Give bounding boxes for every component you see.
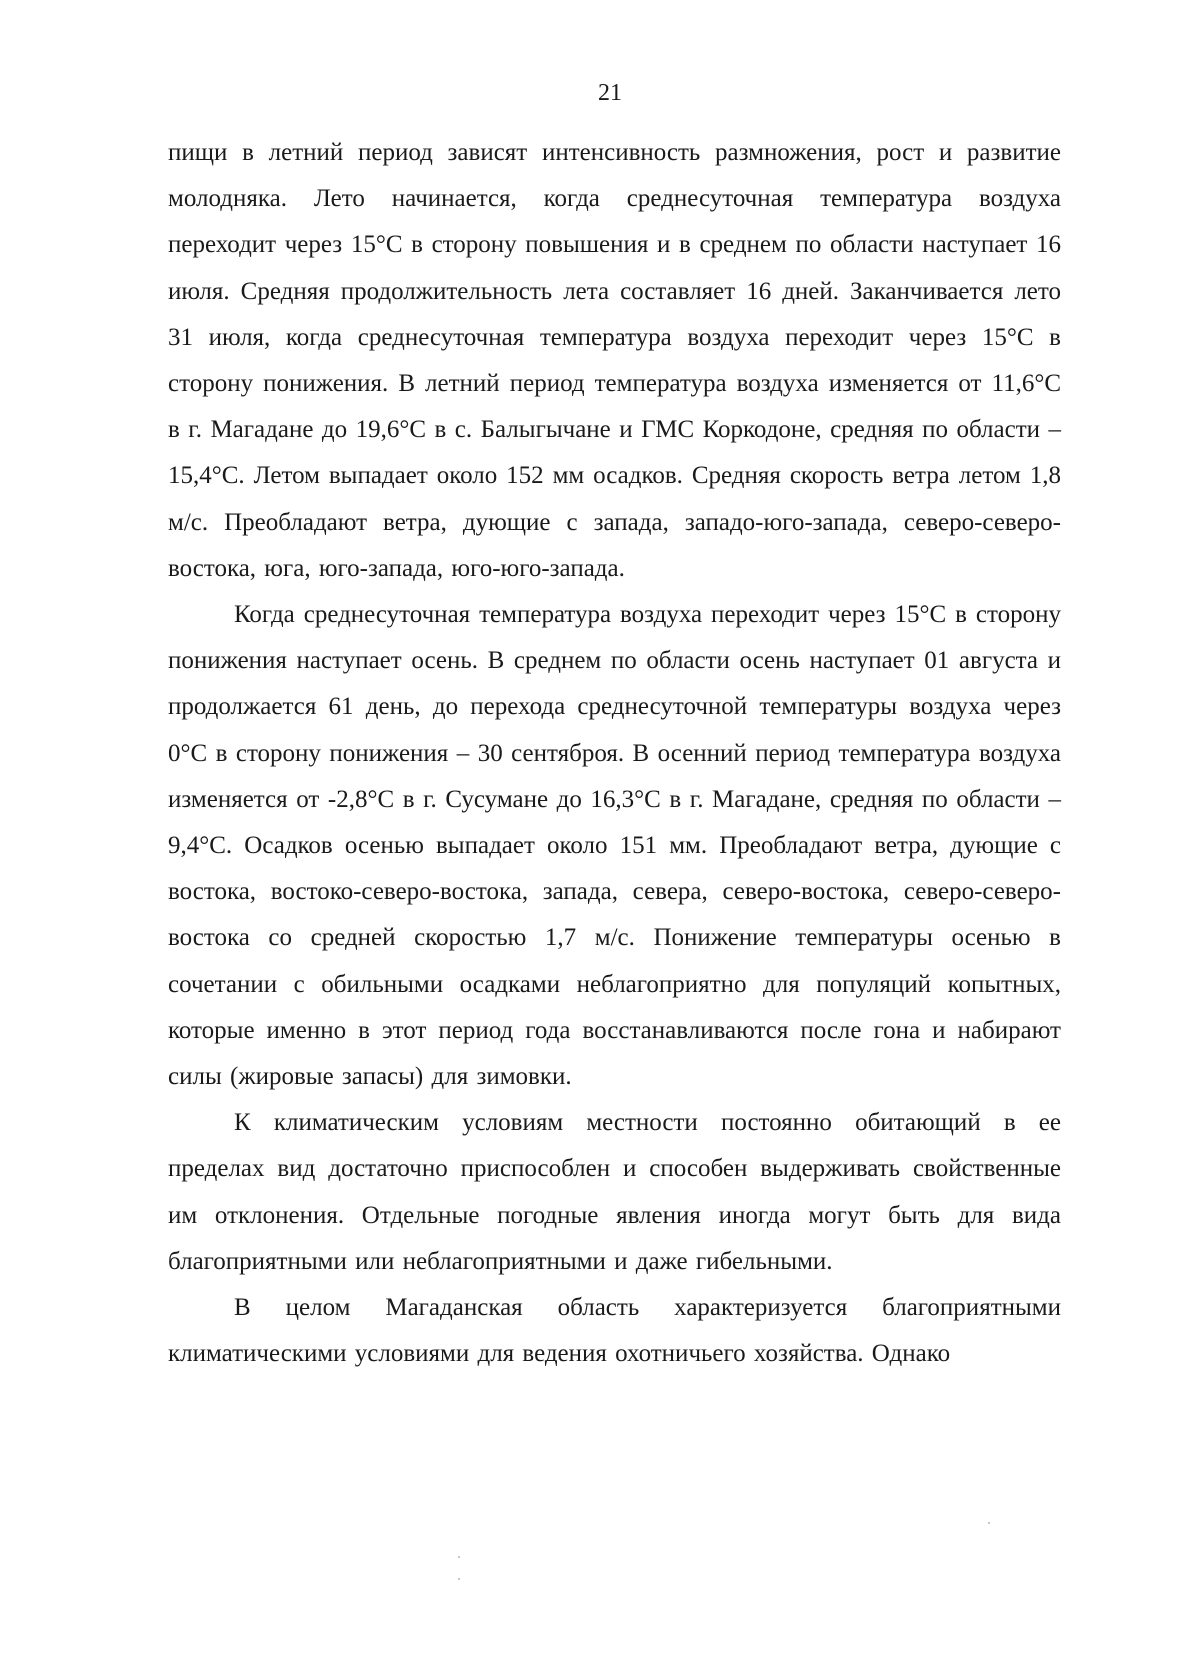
paragraph-summer: пищи в летний период зависят интенсивность размножения, рост и развитие молодняка. Лето начинается, когда среднесуточная температура воздуха переходит через 15°С в сторону повышения и в среднем по области наступает 16 июля. Средняя продолжительность лета составляет 16 дней. Заканчивается лето 31 июля, когда среднесуточная температура воздуха переходит через 15°С в сторону понижения. В летний период температура воздуха изменяется от 11,6°С в г. Магадане до 19,6°С в с. Балыгычане и ГМС Коркодоне, средняя по области – 15,4°С. Летом выпадает около 152 мм осадков. Средняя скорость ветра летом 1,8 м/с. Преобладают ветра, дующие с запада, западо-юго-запада, северо-северо-востока, юга, юго-запада, юго-юго-запада. <box>168 139 1061 582</box>
body-text <box>168 130 1061 1377</box>
scan-speck <box>988 1522 990 1524</box>
page-number: 21 <box>598 80 622 106</box>
paragraph-climate-adaptation: К климатическим условиям местности постоянно обитающий в ее пределах вид достаточно приспособлен и способен выдерживать свойственные им отклонения. Отдельные погодные явления иногда могут быть для вида благоприятными или неблагоприятными и даже гибельными. <box>168 1109 1061 1275</box>
paragraph-conclusion: В целом Магаданская область характеризуется благоприятными климатическими условиями для ведения охотничьего хозяйства. Однако <box>168 1294 1061 1368</box>
scan-speck <box>458 1556 460 1558</box>
scan-speck <box>458 1578 460 1580</box>
paragraph-autumn: Когда среднесуточная температура воздуха переходит через 15°С в сторону понижения наступает осень. В среднем по области осень наступает 01 августа и продолжается 61 день, до перехода среднесуточной температуры воздуха через 0°С в сторону понижения – 30 сентяброя. В осенний период температура воздуха изменяется от -2,8°С в г. Сусумане до 16,3°С в г. Магадане, средняя по области – 9,4°С. Осадков осенью выпадает около 151 мм. Преобладают ветра, дующие с востока, востоко-северо-востока, запада, севера, северо-востока, северо-северо-востока со средней скоростью 1,7 м/с. Понижение температуры осенью в сочетании с обильными осадками неблагоприятно для популяций копытных, которые именно в этот период года восстанавливаются после гона и набирают силы (жировые запасы) для зимовки. <box>168 601 1061 1091</box>
